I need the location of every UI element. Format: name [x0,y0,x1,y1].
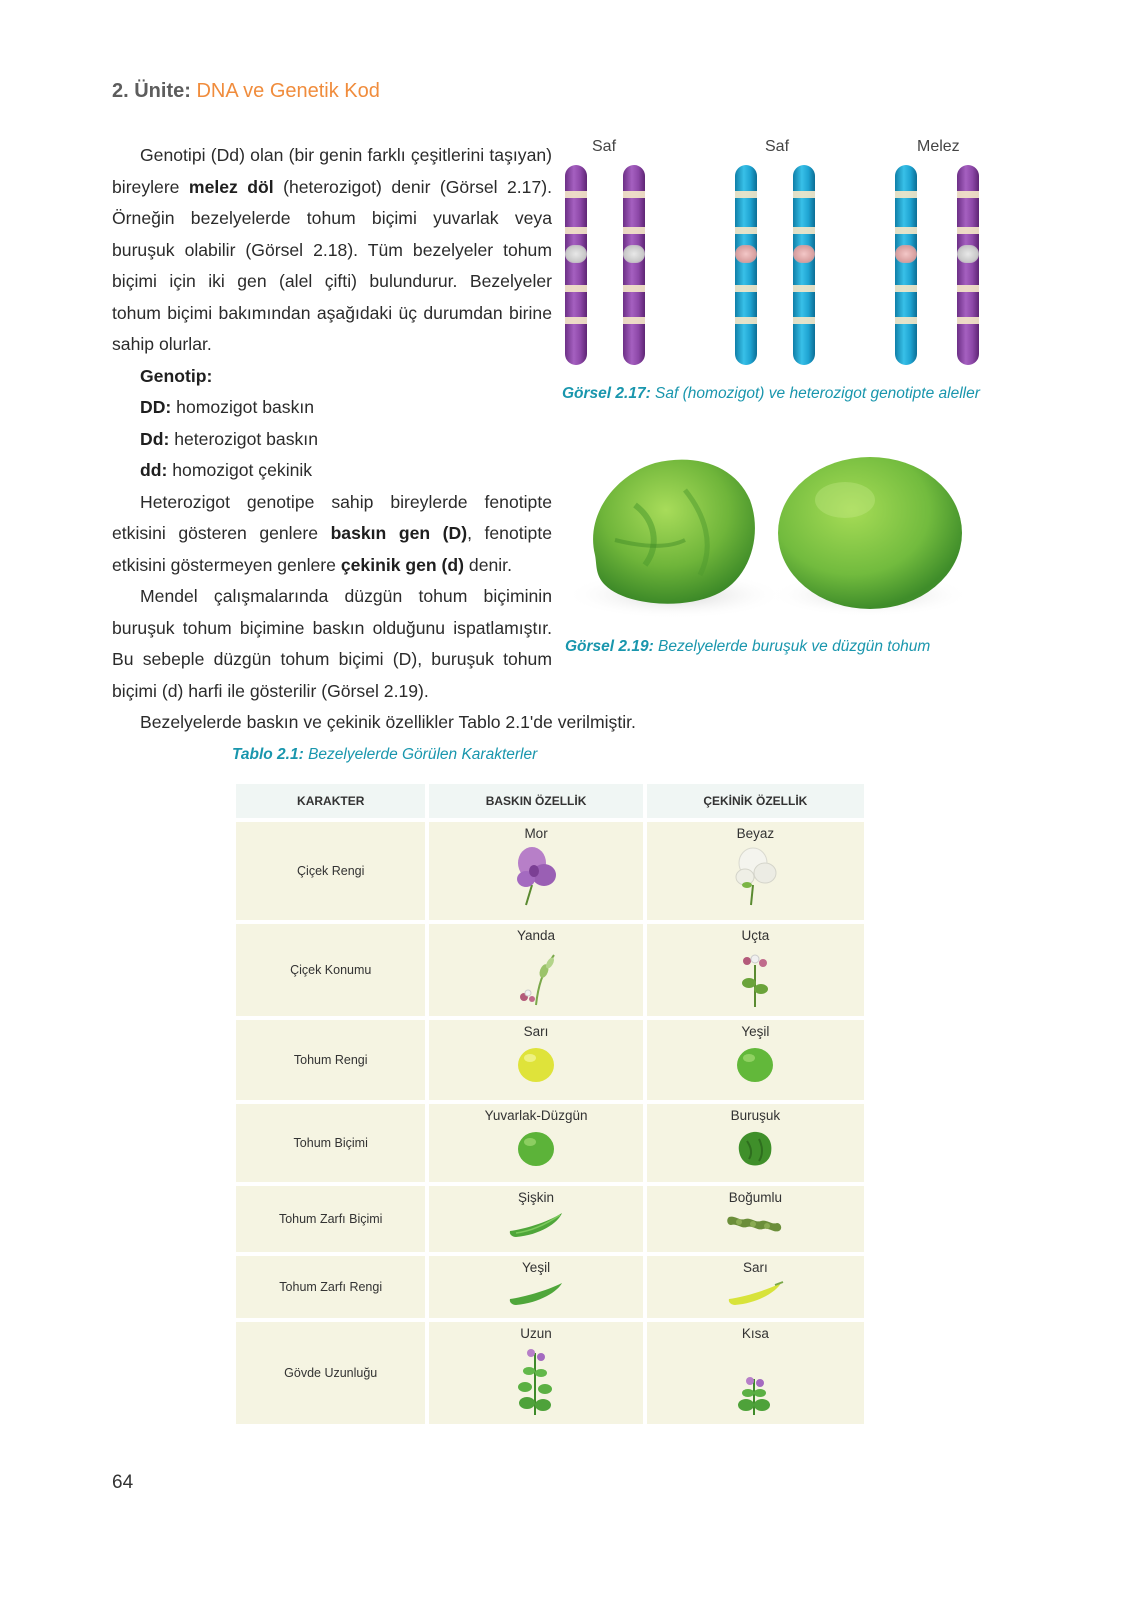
axial-flower-plant-icon [506,947,566,1009]
cell-dominant: Sarı [429,1020,642,1100]
header-baskin: BASKIN ÖZELLİK [429,784,642,818]
cell-character: Çiçek Konumu [236,924,425,1016]
pea-traits-table [232,780,868,1428]
body-text [112,140,552,707]
table-row [236,924,864,1016]
cell-dominant: Mor [429,822,642,920]
unit-header [112,80,380,103]
cell-recessive: Boğumlu [647,1186,864,1252]
genotype-heterozygous: Dd: heterozigot baskın [140,428,318,449]
table-row [236,1020,864,1100]
paragraph-4: Bezelyelerde baskın ve çekinik özellikler Tablo 2.1'de verilmiştir. [140,712,636,732]
genotype-dd-recessive: dd: homozigot çekinik [140,460,313,480]
chromosome-blue-2 [793,165,815,365]
cell-character: Tohum Rengi [236,1020,425,1100]
cell-character: Çiçek Rengi [236,822,425,920]
genotype-dd-dominant: DD: homozigot baskın [140,397,315,417]
cell-recessive: Yeşil [647,1020,864,1100]
cell-recessive: Beyaz [647,822,864,920]
cell-recessive: Buruşuk [647,1104,864,1182]
header-cekinik: ÇEKİNİK ÖZELLİK [647,784,864,818]
green-pod-icon [506,1279,566,1307]
unit-label: 2. Ünite: [112,80,191,102]
unit-title: DNA ve Genetik Kod [196,80,380,102]
genotype-heading: Genotip: [140,365,213,386]
wrinkled-seed-icon [733,1127,777,1169]
smooth-pea [778,457,962,609]
caption-gorsel-2-19: Görsel 2.19: Bezelyelerde buruşuk ve düzgün tohum [565,638,931,655]
cell-recessive: Kısa [647,1322,864,1424]
term-cekinik-gen: çekinik gen (d) [340,554,465,575]
cell-dominant: Yuvarlak-Düzgün [429,1104,642,1182]
cell-dominant: Uzun [429,1322,642,1424]
term-melez-dol: melez döl [188,176,274,197]
chromosome-purple-1 [565,165,587,365]
chromosome-figure [565,138,1005,378]
wrinkled-pea [593,460,755,604]
cell-dominant: Yeşil [429,1256,642,1318]
term-baskin-gen: baskın gen (D) [330,523,468,543]
label-saf-1: Saf [592,138,617,155]
cell-recessive: Sarı [647,1256,864,1318]
page-number: 64 [112,1472,134,1493]
chromosome-blue-3 [895,165,917,365]
pea-seeds-figure [565,445,975,620]
round-seed-icon [514,1127,558,1169]
cell-recessive: Uçta [647,924,864,1016]
chromosome-blue-1 [735,165,757,365]
cell-character: Tohum Zarfı Biçimi [236,1186,425,1252]
caption-tablo-2-1: Tablo 2.1: Bezelyelerde Görülen Karakterler [232,746,538,763]
table-header-row [236,784,864,818]
table-row [236,1256,864,1318]
chromosome-purple-2 [623,165,645,365]
white-flower-icon [725,845,785,907]
table-row [236,1186,864,1252]
paragraph-1: Genotipi (Dd) olan (bir genin farklı çeşitlerini taşıyan) bireylere melez döl (heterozigot) denir (Görsel 2.17). Örneğin bezelyelerde tohum biçimi yuvarlak veya buruşuk olabilir (Görsel 2.18). Tüm bezelyeler tohum biçimi için iki gen (alel çifti) bulundurur. Bezelyeler tohum biçimi bakımından aşağıdaki üç durumdan birine sahip olurlar. [112,145,552,354]
cell-character: Gövde Uzunluğu [236,1322,425,1424]
table-row [236,1104,864,1182]
purple-flower-icon [506,845,566,907]
constricted-pod-icon [725,1209,785,1239]
green-seed-icon [733,1043,777,1085]
caption-gorsel-2-17: Görsel 2.17: Saf (homozigot) ve heterozigot genotipte aleller [562,385,980,402]
chromosome-purple-3 [957,165,979,365]
table-row [236,822,864,920]
paragraph-2: Heterozigot genotipe sahip bireylerde fenotipte etkisini gösteren genlere baskın gen (D), fenotipte etkisini göstermeyen genlere çekinik gen (d) denir. [112,491,552,575]
paragraph-3: Mendel çalışmalarında düzgün tohum biçiminin buruşuk tohum biçimine baskın olduğunu ispatlamıştır. Bu sebeple düzgün tohum biçimi (D), buruşuk tohum biçimi (d) harfi ile gösterilir (Görsel 2.19). [112,586,552,701]
yellow-pod-icon [725,1279,785,1307]
short-plant-icon [730,1345,780,1417]
label-melez: Melez [917,138,960,155]
label-saf-2: Saf [765,138,790,155]
terminal-flower-plant-icon [725,947,785,1009]
cell-dominant: Şişkin [429,1186,642,1252]
tall-plant-icon [511,1345,561,1417]
cell-character: Tohum Biçimi [236,1104,425,1182]
cell-character: Tohum Zarfı Rengi [236,1256,425,1318]
yellow-seed-icon [514,1043,558,1085]
header-karakter: KARAKTER [236,784,425,818]
inflated-pod-icon [506,1209,566,1239]
cell-dominant: Yanda [429,924,642,1016]
table-row [236,1322,864,1424]
